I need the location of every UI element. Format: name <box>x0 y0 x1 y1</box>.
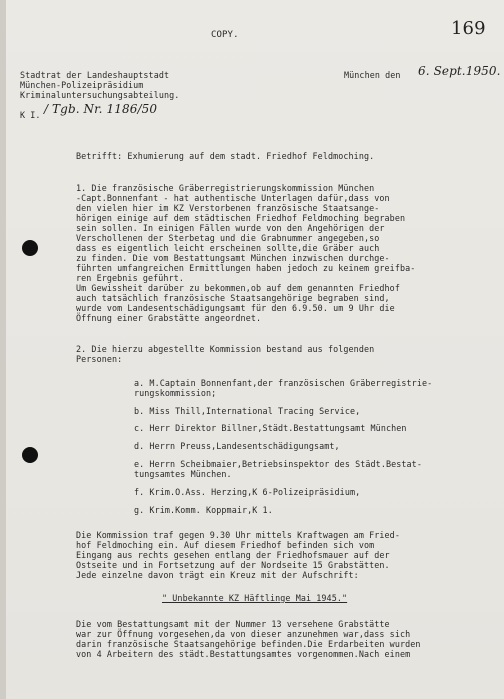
place-date-typed: München den <box>344 70 401 80</box>
cross-inscription: " Unbekannte KZ Häftlinge Mai 1945." <box>162 593 348 603</box>
para1-line: zu finden. Die vom Bestattungsamt München inzwischen durchge- <box>76 253 390 263</box>
para1-line: Verschollenen der Sterbetag und die Grabnummer angegeben,so <box>76 233 380 243</box>
sender-line-1: Stadtrat der Landeshauptstadt <box>20 70 170 80</box>
para3-line: Eingang aus rechts gesehen entlang der Friedhofsmauer auf der <box>76 550 390 560</box>
para1-line: wurde vom Landesentschädigungsamt für den 6.9.50. um 9 Uhr die <box>76 303 395 313</box>
commission-member: tungsamtes München. <box>134 469 232 479</box>
scan-edge <box>0 0 6 699</box>
para3-line: Jede einzelne davon trägt ein Kreuz mit der Aufschrift: <box>76 570 359 580</box>
para1-line: hörigen einige auf dem städtischen Friedhof Feldmoching begraben <box>76 213 406 223</box>
para1-line: -Capt.Bonnenfant - hat authentische Unterlagen dafür,dass von <box>76 193 390 203</box>
para1-line: führten umfangreichen Ermittlungen haben jedoch zu keinem greifba- <box>76 263 416 273</box>
commission-member: a. M.Captain Bonnenfant,der französischen Gräberregistrie- <box>134 378 433 388</box>
para1-line: Öffnung einer Grabstätte angeordnet. <box>76 313 262 323</box>
page-number: 169 <box>451 18 486 39</box>
file-reference: K I. <box>20 110 41 120</box>
commission-member: g. Krim.Komm. Koppmair,K 1. <box>134 505 273 515</box>
file-reference-handwritten: / Tgb. Nr. 1186/50 <box>44 102 158 116</box>
sender-line-2: München-Polizeipräsidium <box>20 80 144 90</box>
para4-line: war zur Öffnung vorgesehen,da von dieser anzunehmen war,dass sich <box>76 629 411 639</box>
para3-line: Ostseite und in Fortsetzung auf der Nordseite 15 Grabstätten. <box>76 560 390 570</box>
commission-member: rungskommission; <box>134 388 217 398</box>
para1-line: dass es eigentlich leicht erscheinen sollte,die Gräber auch <box>76 243 380 253</box>
para1-line: ren Ergebnis geführt. <box>76 273 184 283</box>
commission-member: c. Herr Direktor Billner,Städt.Bestattungsamt München <box>134 423 407 433</box>
para2-intro-line: Personen: <box>76 354 123 364</box>
para4-line: von 4 Arbeitern des städt.Bestattungsamtes vorgenommen.Nach einem <box>76 649 411 659</box>
para1-line: 1. Die französische Gräberregistrierungskommission München <box>76 183 375 193</box>
commission-member: d. Herrn Preuss,Landesentschädigungsamt, <box>134 441 340 451</box>
para3-line: hof Feldmoching ein. Auf diesem Friedhof befinden sich vom <box>76 540 375 550</box>
subject-line: Betrifft: Exhumierung auf dem stadt. Friedhof Feldmoching. <box>76 151 375 161</box>
punch-hole-lower <box>22 447 38 463</box>
sender-line-3: Kriminaluntersuchungsabteilung. <box>20 90 180 100</box>
commission-member: f. Krim.O.Ass. Herzing,K 6-Polizeipräsidium, <box>134 487 361 497</box>
copy-label: COPY. <box>211 30 239 40</box>
para4-line: darin französische Staatsangehörige befinden.Die Erdarbeiten wurden <box>76 639 421 649</box>
para1-line: auch tatsächlich französische Staatsangehörige begraben sind, <box>76 293 390 303</box>
para3-line: Die Kommission traf gegen 9.30 Uhr mittels Kraftwagen am Fried- <box>76 530 400 540</box>
place-date-handwritten: 6. Sept.1950. <box>418 64 501 78</box>
punch-hole-upper <box>22 240 38 256</box>
commission-member: b. Miss Thill,International Tracing Service, <box>134 406 361 416</box>
para2-intro-line: 2. Die hierzu abgestellte Kommission bestand aus folgenden <box>76 344 375 354</box>
para1-line: den vielen hier im KZ Verstorbenen französische Staatsange- <box>76 203 380 213</box>
commission-member: e. Herrn Scheibmaier,Betriebsinspektor des Städt.Bestat- <box>134 459 422 469</box>
para1-line: sein sollen. In einigen Fällen wurde von den Angehörigen der <box>76 223 385 233</box>
para1-line: Um Gewissheit darüber zu bekommen,ob auf dem genannten Friedhof <box>76 283 400 293</box>
para4-line: Die vom Bestattungsamt mit der Nummer 13 versehene Grabstätte <box>76 619 390 629</box>
